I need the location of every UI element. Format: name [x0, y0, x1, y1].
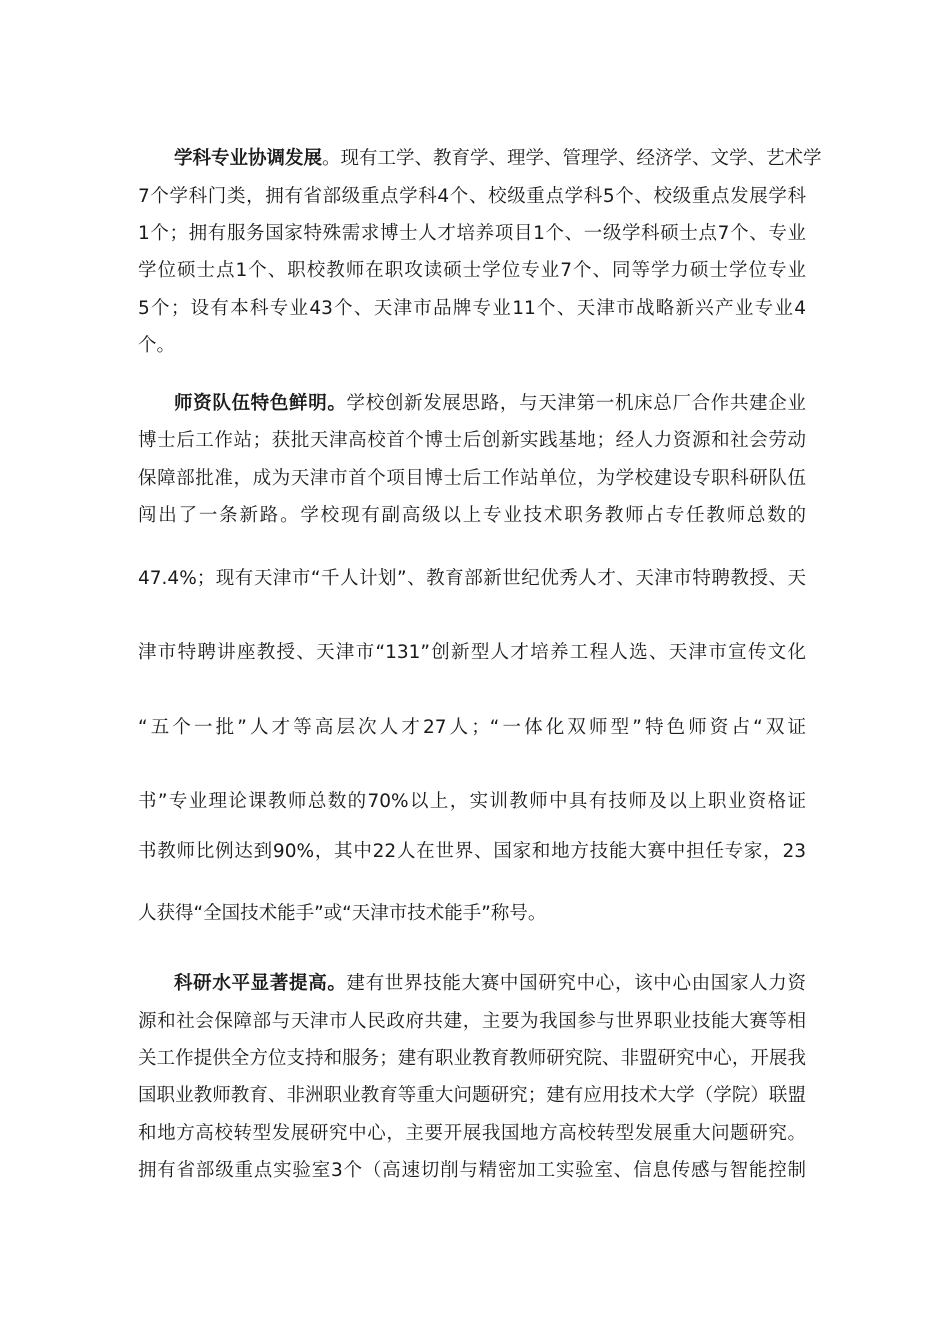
- para3-line-1: [174, 972, 806, 996]
- para1-line-3: 1个；拥有服务国家特殊需求博士人才培养项目1个、一级学科硕士点7个、专业: [138, 223, 806, 244]
- para1-text-1: 。现有工学、教育学、理学、管理学、经济学、文学、艺术学: [322, 148, 822, 169]
- para2-line-8: 书”专业理论课教师总数的70%以上，实训教师中具有技师及以上职业资格证: [138, 791, 806, 812]
- para3-line-2: 源和社会保障部与天津市人民政府共建，主要为我国参与世界职业技能大赛等相: [138, 1011, 806, 1032]
- para1-heading: 学科专业协调发展: [174, 148, 323, 169]
- para2-text-1: 学校创新发展思路，与天津第一机床总厂合作共建企业: [346, 393, 806, 414]
- para2-line-5: 47.4%；现有天津市“千人计划”、教育部新世纪优秀人才、天津市特聘教授、天: [138, 568, 806, 589]
- para2-line-7: “五个一批”人才等高层次人才27人；“一体化双师型”特色师资占“双证: [138, 717, 806, 738]
- para3-line-5: 和地方高校转型发展研究中心，主要开展我国地方高校转型发展重大问题研究。: [138, 1123, 806, 1144]
- para3-line-3: 关工作提供全方位支持和服务；建有职业教育教师研究院、非盟研究中心，开展我: [138, 1048, 806, 1069]
- para2-line-4: 闯出了一条新路。学校现有副高级以上专业技术职务教师占专任教师总数的: [138, 505, 806, 526]
- para2-heading: 师资队伍特色鲜明。: [174, 393, 347, 414]
- para1-line-5: 5个；设有本科专业43个、天津市品牌专业11个、天津市战略新兴产业专业4: [138, 298, 806, 319]
- para1-line-4: 学位硕士点1个、职校教师在职攻读硕士学位专业7个、同等学力硕士学位专业: [138, 260, 806, 281]
- para2-line-2: 博士后工作站；获批天津高校首个博士后创新实践基地；经人力资源和社会劳动: [138, 430, 806, 451]
- para3-heading: 科研水平显著提高。: [174, 973, 347, 994]
- para3-line-6: 拥有省部级重点实验室3个（高速切削与精密加工实验室、信息传感与智能控制: [138, 1160, 806, 1181]
- para2-line-10: 人获得“全国技术能手”或“天津市技术能手”称号。: [138, 903, 547, 924]
- para1-line-6: 个。: [138, 335, 176, 356]
- para3-line-4: 国职业教师教育、非洲职业教育等重大问题研究；建有应用技术大学（学院）联盟: [138, 1085, 806, 1106]
- para1-line-2: 7个学科门类，拥有省部级重点学科4个、校级重点学科5个、校级重点发展学科: [138, 186, 806, 207]
- para2-line-3: 保障部批准，成为天津市首个项目博士后工作站单位，为学校建设专职科研队伍: [138, 468, 806, 489]
- para2-line-6: 津市特聘讲座教授、天津市“131”创新型人才培养工程人选、天津市宣传文化: [138, 642, 806, 663]
- para2-line-1: [174, 392, 806, 416]
- para2-line-9: 书教师比例达到90%，其中22人在世界、国家和地方技能大赛中担任专家，23: [138, 841, 806, 862]
- para3-text-1: 建有世界技能大赛中国研究中心，该中心由国家人力资: [346, 973, 806, 994]
- para1-line-1: [174, 147, 822, 171]
